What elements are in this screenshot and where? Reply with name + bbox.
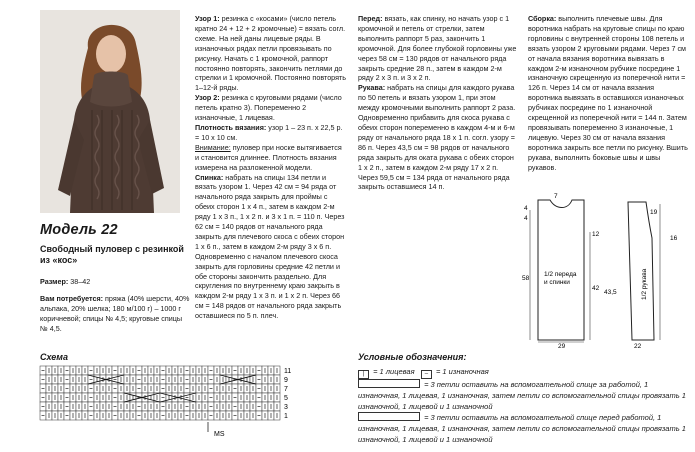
paragraph: [195, 14, 347, 93]
legend-text: = 3 петли оставить на вспомогательной спице перед работой, 1 изнаночная, 1 лицевая, 1 изнаночная, затем петли со вспомогательной спицы провязать 1 изнаночной, 1 лицевой и 1 изнаночной: [358, 413, 686, 444]
paragraph: [358, 14, 518, 83]
paragraph-text: резинка с «косами» (число петель кратно 24 + 12 + 2 кромочные) = вязать согл. схеме. На ней даны лицевые ряды. В изнаночных рядах петли провязывать по рисунку. Начать с 1 кромочной, раппорт постоянно повторять, закончить петлями до стрелки и 1 кромочной. Постоянно повторять 1–12-й ряды.: [195, 14, 347, 93]
size-value: 38–42: [70, 277, 91, 287]
paragraph: [195, 173, 347, 322]
legend-title: Условные обозначения:: [358, 352, 467, 362]
dim-19: 19: [650, 209, 658, 216]
dim-22: 22: [634, 343, 642, 348]
legend: [358, 366, 688, 445]
model-photo-illustration: [40, 10, 180, 213]
dim-4a: 4: [524, 205, 528, 212]
model-title: Модель 22: [40, 222, 118, 238]
knit-stitch-symbol: |: [358, 370, 369, 379]
materials-label: Вам потребуется:: [40, 294, 104, 304]
instructions-column-1: [195, 14, 347, 321]
instructions-column-2: [358, 14, 518, 192]
legend-text: = 1 изнаночная: [433, 367, 489, 376]
instructions-column-3: [528, 14, 688, 173]
dim-58: 58: [522, 275, 530, 282]
legend-item-knit-purl: [358, 366, 688, 379]
chart-row-number: 9: [284, 377, 288, 384]
paragraph-heading: Плотность вязания:: [195, 122, 267, 132]
paragraph-heading: Перед:: [358, 14, 383, 23]
paragraph-heading: Спинка:: [195, 172, 224, 182]
dim-42: 42: [592, 285, 600, 292]
paragraph-text: пуловер при носке вытягивается и становится длиннее. Плотность вязания измерена на разложенной модели.: [195, 142, 342, 172]
paragraph-heading: Рукава:: [358, 83, 386, 93]
cable-back-symbol: [358, 379, 420, 388]
front-back-label-2: и спинки: [544, 279, 570, 286]
sleeve-label: 1/2 рукава: [641, 268, 648, 300]
schematic-drawing: [520, 190, 692, 348]
paragraph-text: выполнить плечевые швы. Для воротника набрать на круговые спицы по краю горловины с внутренней стороны 108 петель и вязать узором 2 круговыми рядами. Через 7 см от начала вязания воротника вывязать в каждом 2-м изнаночном рубчике посредине 1 изнаночную скрещенную из поперечной нити = 126 п. Через 14 см от начала вязания воротника вывязать в оставшихся изнаночных рубчиках посредине по 1 изнаночной скрещенной из поперечной нити = 144 п. Затем провязывать попеременно 3 изнаночные, 1 лицевую. Через 30 см от начала вязания воротника закрыть все петли по рисунку. Вшить рукава, выполнить боковые швы и швы рукавов.: [528, 14, 688, 172]
chart-row-number: 5: [284, 395, 288, 402]
knitting-chart-grid: [38, 364, 298, 444]
size-and-materials: [40, 270, 190, 341]
ms-label: MS: [214, 431, 225, 438]
dim-12: 12: [592, 231, 600, 238]
knitting-chart: [38, 364, 298, 444]
paragraph-heading: Узор 2:: [195, 93, 220, 103]
chart-row-number: 7: [284, 386, 288, 393]
size-label: Размер:: [40, 277, 69, 287]
paragraph: [528, 14, 688, 173]
front-back-label-1: 1/2 переда: [544, 271, 577, 278]
chart-row-number: 11: [284, 368, 292, 375]
paragraph: [195, 93, 347, 123]
chart-title: Схема: [40, 352, 68, 362]
paragraph-text: узор 1 – 23 п. х 22,5 р. = 10 х 10 см.: [195, 122, 343, 142]
chart-row-number: 3: [284, 404, 288, 411]
model-subtitle: Свободный пуловер с резинкой из «кос»: [40, 244, 184, 265]
legend-item-cable-front: [358, 412, 688, 445]
legend-text: = 1 лицевая: [371, 367, 415, 376]
materials-text: пряжа (40% шерсти, 40% альпака, 20% шелка; 180 м/100 г) – 1000 г коричневой; спицы № 4,5; круговые спицы № 4,5.: [40, 294, 190, 333]
paragraph-heading: Внимание:: [195, 142, 231, 152]
dim-7: 7: [554, 193, 558, 200]
paragraph-text: набрать на спицы для каждого рукава по 50 петель и вязать узором 1, при этом между кромочными выполнить раппорт 2 раза. Одновременно прибавить для скоса рукава с обеих сторон попеременно в каждом 4-м и 6-м ряду от начального ряда 18 х 1 п. согл. узору = 86 п. Через 43,5 см = 98 рядов от начального ряда закрыть для окатa рукава с обеих сторон 1 х 2 п., затем в каждом 2-м ряду 17 х 2 п. Через 59,5 см = 134 ряда от начального ряда закрыть оставшиеся 14 п.: [358, 83, 516, 192]
paragraph-heading: Сборка:: [528, 14, 557, 23]
paragraph: [358, 83, 518, 192]
purl-stitch-symbol: –: [421, 370, 432, 379]
model-photo: [40, 10, 180, 213]
paragraph: [195, 143, 347, 173]
dim-43-5: 43,5: [604, 289, 617, 296]
dim-29: 29: [558, 343, 566, 348]
garment-schematic: [520, 190, 692, 348]
paragraph-heading: Узор 1:: [195, 14, 220, 23]
legend-item-cable-back: [358, 379, 688, 412]
paragraph: [195, 123, 347, 143]
paragraph-text: набрать на спицы 134 петли и вязать узором 1. Через 42 см = 94 ряда от начального ряда закрыть для проймы с обеих сторон 1 х 4 п., затем в каждом 2-м ряду 1 х 3 п., 1 х 2 п. и 3 х 1 п. = 110 п. Через 62 см = 140 рядов от начального ряда закрыть для плечевого скоса с обеих сторон 1 х 6 п., затем в каждом 2-м ряду 3 х 6 п. Одновременно с началом плечевого скоса закрыть для горловины средние 42 петли и обе стороны закончить раздельно. Для скругления по внутреннему краю закрыть в каждом 2-м ряду 1 х 3 п. и 1 х 2 п. Через 66 см = 148 рядов от начального ряда закрыть оставшиеся по 5 п. плеч.: [195, 172, 345, 321]
paragraph-text: резинка с круговыми рядами (число петель кратно 3). Попеременно 2 изнаночные, 1 лицевая.: [195, 93, 342, 123]
chart-row-number: 1: [284, 413, 288, 420]
paragraph-text: вязать, как спинку, но начать узор с 1 кромочной и петель от стрелки, затем выполнить раппорт 5 раз, закончить 1 кромочной. Для более глубокой горловины уже через 58 см = 130 рядов от начального ряда закрыть средние 28 п., затем в каждом 2-м ряду 2 х 3 п. и 3 х 2 п.: [358, 14, 517, 83]
cable-front-symbol: [358, 412, 420, 421]
dim-16: 16: [670, 235, 678, 242]
legend-text: = 3 петли оставить на вспомогательной спице за работой, 1 изнаночная, 1 лицевая, 1 изнаночная, затем петли со вспомогательной спицы провязать 1 изнаночной, 1 лицевой и 1 изнаночной: [358, 380, 686, 411]
dim-4b: 4: [524, 215, 528, 222]
